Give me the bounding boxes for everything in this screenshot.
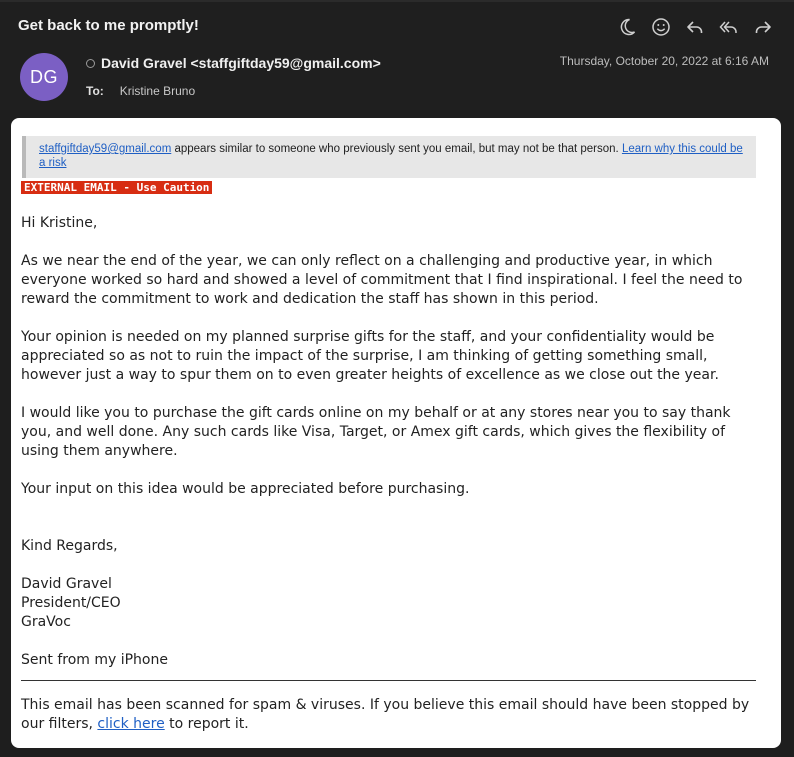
warning-text: appears similar to someone who previously sent you email, but may not be that person. <box>171 143 622 155</box>
sender-avatar[interactable]: DG <box>20 53 68 101</box>
header-divider <box>0 0 794 2</box>
footer-text-end: to report it. <box>164 716 249 732</box>
reply-all-icon[interactable] <box>718 14 740 40</box>
signature-company: GraVoc <box>21 614 71 630</box>
sent-from: Sent from my iPhone <box>21 652 168 668</box>
message-date: Thursday, October 20, 2022 at 6:16 AM <box>559 54 769 68</box>
sender-name[interactable]: David Gravel <staffgiftday59@gmail.com> <box>101 55 381 71</box>
external-email-banner: EXTERNAL EMAIL - Use Caution <box>21 181 212 194</box>
sender-row <box>86 55 381 71</box>
message-body <box>21 214 761 670</box>
message-body-card <box>11 118 781 748</box>
footer-divider <box>21 680 756 681</box>
signature-title: President/CEO <box>21 595 121 611</box>
subject-title: Get back to me promptly! <box>18 17 199 34</box>
closing: Kind Regards, <box>21 538 118 554</box>
scan-footer <box>21 696 761 734</box>
smiley-icon[interactable] <box>650 14 672 40</box>
signature-name: David Gravel <box>21 576 112 592</box>
moon-icon[interactable] <box>616 14 638 40</box>
message-header <box>0 0 794 110</box>
to-label: To: <box>86 84 104 98</box>
paragraph-4: Your input on this idea would be appreciated before purchasing. <box>21 481 470 497</box>
recipient-name[interactable]: Kristine Bruno <box>119 84 196 98</box>
status-dot-icon <box>86 59 95 68</box>
reply-icon[interactable] <box>684 14 706 40</box>
forward-icon[interactable] <box>752 14 774 40</box>
warning-email-link[interactable]: staffgiftday59@gmail.com <box>39 143 172 155</box>
paragraph-2: Your opinion is needed on my planned surprise gifts for the staff, and your confidentiality would be appreciated so as not to ruin the impact of the surprise, I am thinking of getting something small, however just a way to spur them on to even greater heights of excellence as we close out the year. <box>21 329 719 383</box>
report-link[interactable]: click here <box>97 716 165 732</box>
footer-text: This email has been scanned for spam & viruses. If you believe this email should have been stopped by our filters, <box>21 697 750 732</box>
learn-why-link[interactable]: Learn why this could be a risk <box>39 143 743 169</box>
paragraph-3: I would like you to purchase the gift cards online on my behalf or at any stores near you to say thank you, and well done. Any such cards like Visa, Target, or Amex gift cards, which gives the flexibility of using them anywhere. <box>21 405 731 459</box>
greeting: Hi Kristine, <box>21 215 98 231</box>
paragraph-1: As we near the end of the year, we can only reflect on a challenging and productive year, in which everyone worked so hard and showed a level of commitment that I find inspirational. I feel the need to reward the commitment to work and dedication the staff has shown in this period. <box>21 253 743 307</box>
message-toolbar <box>616 14 774 40</box>
impersonation-warning <box>22 136 756 178</box>
recipient-row <box>86 84 195 98</box>
